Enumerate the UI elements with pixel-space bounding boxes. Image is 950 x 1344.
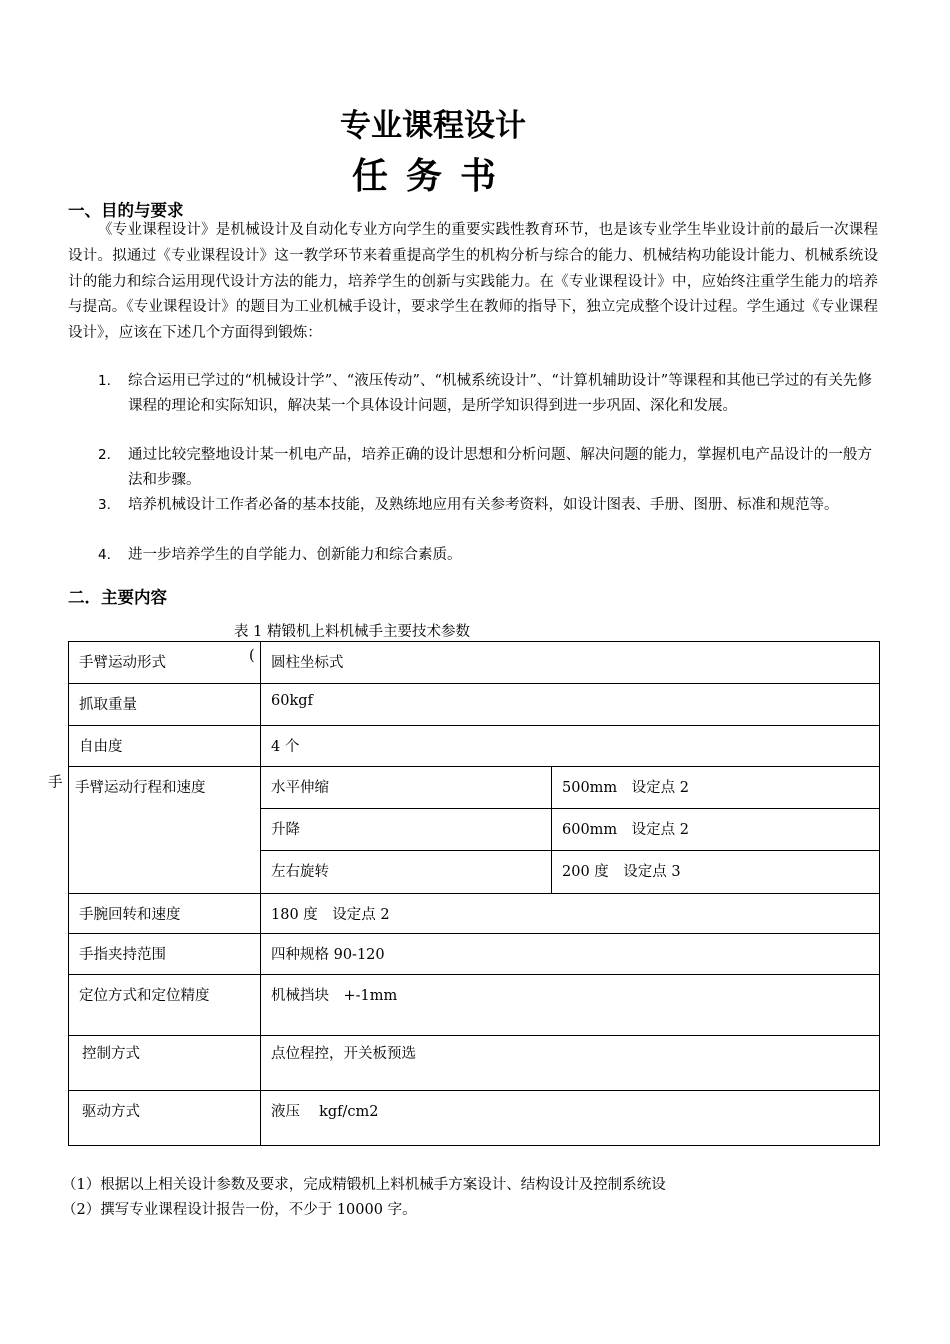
table-sub-name-cell — [261, 809, 552, 851]
table-value-cell — [261, 726, 880, 767]
param-label: 手腕回转和速度 — [79, 907, 181, 923]
table-label-cell — [69, 642, 261, 684]
table-value-cell — [261, 684, 880, 726]
table-label-cell — [69, 767, 261, 894]
list-item-text: 培养机械设计工作者必备的基本技能，及熟练地应用有关参考资料，如设计图表、手册、图册、标准和规范等。 — [128, 497, 839, 513]
table-label-cell — [69, 726, 261, 767]
list-item-number: 2. — [98, 447, 111, 463]
table-row — [69, 894, 880, 934]
table-value-cell — [261, 1036, 880, 1091]
table-row — [69, 975, 880, 1036]
param-label: 手指夹持范围 — [79, 947, 166, 963]
sub-param-value: 200 度 设定点 3 — [562, 864, 681, 880]
list-item — [98, 443, 878, 493]
param-value: 点位程控，开关板预选 — [271, 1046, 416, 1062]
intro-paragraph: 《专业课程设计》是机械设计及自动化专业方向学生的重要实践性教育环节，也是该专业学生毕业设计前的最后一次课程设计。拟通过《专业课程设计》这一教学环节来着重提高学生的机构分析与综合的能力、机械结构功能设计能力、机械系统设计的能力和综合运用现代设计方法的能力，培养学生的创新与实践能力。在《专业课程设计》中，应始终注重学生能力的培养与提高。《专业课程设计》的题目为工业机械手设计，要求学生在教师的指导下，独立完成整个设计过程。学生通过《专业课程设计》，应该在下述几个方面得到锻炼： — [68, 222, 878, 342]
param-value: 4 个 — [271, 739, 300, 755]
sub-param-name: 升降 — [271, 822, 300, 838]
table-row — [69, 1091, 880, 1146]
spec-table — [68, 641, 880, 1146]
param-value: 圆柱坐标式 — [271, 655, 344, 671]
table-value-cell — [261, 1091, 880, 1146]
param-value: 60kgf — [271, 693, 313, 709]
table-value-cell — [261, 642, 880, 684]
table-sub-name-cell — [261, 767, 552, 809]
param-label: 控制方式 — [82, 1046, 140, 1062]
table-label-cell — [69, 894, 261, 934]
table-label-cell — [69, 975, 261, 1036]
table-sub-value-cell — [552, 809, 880, 851]
sub-param-name: 水平伸缩 — [271, 780, 329, 796]
table-row — [69, 767, 880, 809]
list-item — [98, 493, 878, 543]
table-value-cell — [261, 975, 880, 1036]
list-item-number: 3. — [98, 497, 111, 513]
table-row — [69, 684, 880, 726]
sub-param-name: 左右旋转 — [271, 864, 329, 880]
table-label-cell — [69, 934, 261, 975]
table-value-cell — [261, 894, 880, 934]
table-label-cell — [69, 684, 261, 726]
table-row — [69, 642, 880, 684]
table-row — [69, 934, 880, 975]
table-row — [69, 726, 880, 767]
stray-character: 手 — [48, 775, 63, 791]
list-item-text: 通过比较完整地设计某一机电产品，培养正确的设计思想和分析问题、解决问题的能力，掌握机电产品设计的一般方法和步骤。 — [128, 447, 872, 488]
param-value: 液压 kgf/cm2 — [271, 1104, 379, 1120]
section1-intro — [68, 218, 878, 347]
param-label: 抓取重量 — [79, 697, 137, 713]
note-2: （2）撰写专业课程设计报告一份，不少于 10000 字。 — [62, 1202, 417, 1218]
list-item — [98, 369, 878, 444]
section1-heading: 一、目的与要求 — [68, 201, 184, 220]
table-caption: 表 1 精锻机上料机械手主要技术参数 — [234, 624, 470, 640]
param-label: 手臂运动形式 — [79, 655, 166, 671]
list-item-number: 4. — [98, 547, 111, 563]
param-value: 四种规格 90-120 — [271, 947, 385, 963]
stray-parenthesis: ( — [249, 648, 255, 664]
table-row — [69, 1036, 880, 1091]
table-sub-value-cell — [552, 767, 880, 809]
list-item — [98, 543, 878, 569]
table-label-cell — [69, 1036, 261, 1091]
table-label-cell — [69, 1091, 261, 1146]
doc-subtitle: 任务书 — [351, 156, 514, 197]
sub-param-value: 600mm 设定点 2 — [562, 822, 690, 838]
param-label: 驱动方式 — [82, 1104, 140, 1120]
param-label: 定位方式和定位精度 — [79, 988, 210, 1004]
list-item-text: 综合运用已学过的“机械设计学”、“液压传动”、“机械系统设计”、“计算机辅助设计”等课程和其他已学过的有关先修课程的理论和实际知识，解决某一个具体设计问题，是所学知识得到进一步巩固、深化和发展。 — [128, 373, 872, 414]
param-value: 180 度 设定点 2 — [271, 907, 390, 923]
table-value-cell — [261, 934, 880, 975]
table-sub-name-cell — [261, 851, 552, 894]
param-label: 自由度 — [79, 739, 123, 755]
note-1: （1）根据以上相关设计参数及要求，完成精锻机上料机械手方案设计、结构设计及控制系统设 — [62, 1177, 666, 1193]
param-value: 机械挡块 +-1mm — [271, 988, 398, 1004]
param-label: 手臂运动行程和速度 — [75, 780, 206, 796]
list-item-text: 进一步培养学生的自学能力、创新能力和综合素质。 — [128, 547, 462, 563]
table-sub-value-cell — [552, 851, 880, 894]
sub-param-value: 500mm 设定点 2 — [562, 780, 690, 796]
section2-heading: 二．主要内容 — [68, 588, 167, 607]
list-item-number: 1. — [98, 373, 111, 389]
doc-title: 专业课程设计 — [340, 108, 526, 144]
